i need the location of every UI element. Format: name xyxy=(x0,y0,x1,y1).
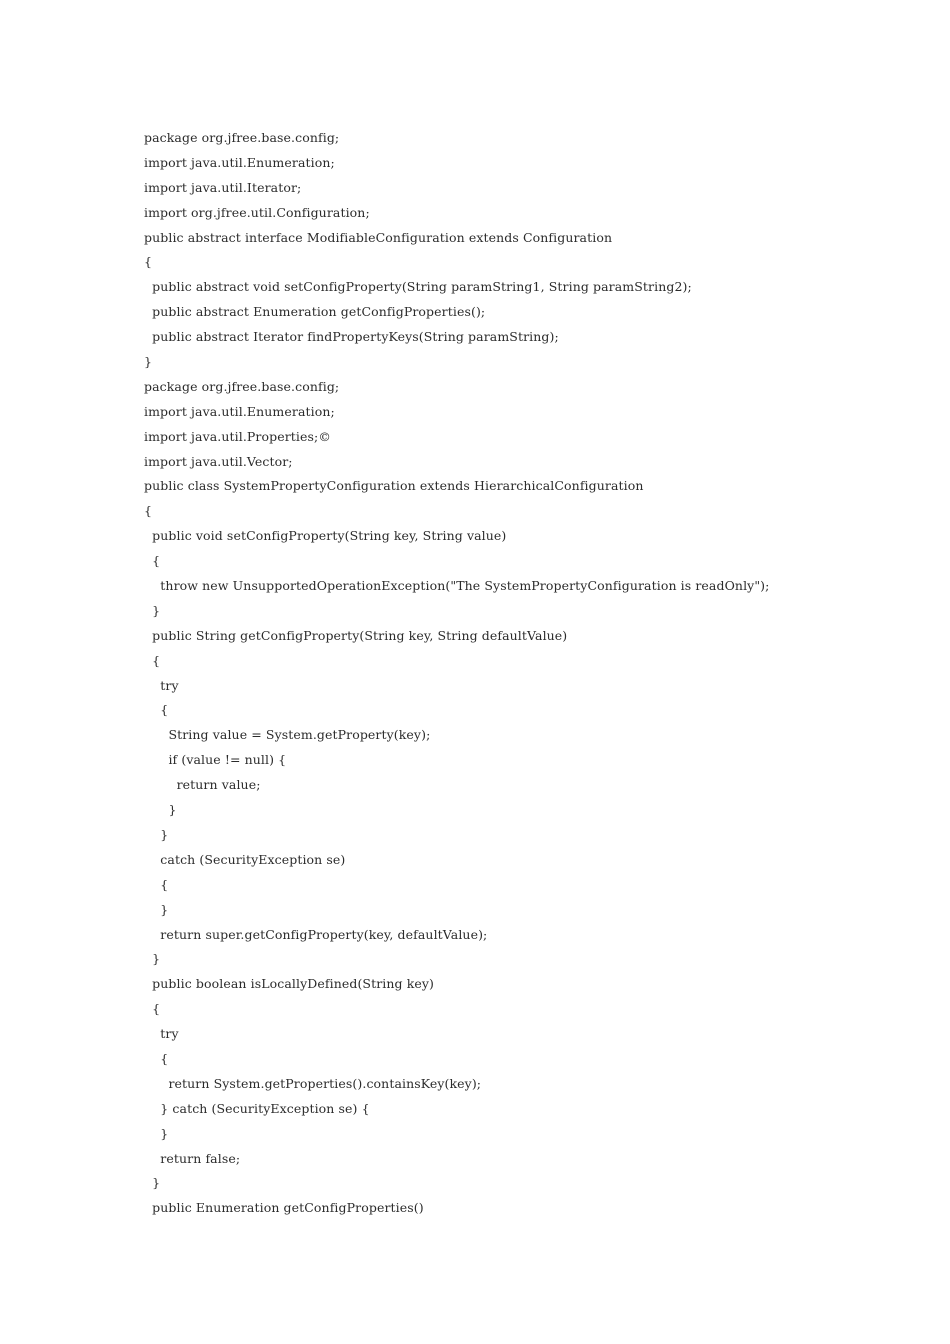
code-line: { xyxy=(144,553,161,569)
code-line: import java.util.Enumeration; xyxy=(144,154,335,170)
code-line: try xyxy=(144,677,179,693)
code-line: public abstract Iterator findPropertyKeys(String paramString); xyxy=(144,329,559,345)
code-line: public abstract Enumeration getConfigProperties(); xyxy=(144,304,486,320)
code-line: throw new UnsupportedOperationException("The SystemPropertyConfiguration is readOnly"); xyxy=(144,578,770,594)
code-line: String value = System.getProperty(key); xyxy=(144,727,431,743)
code-line: if (value != null) { xyxy=(144,752,287,768)
code-line: public void setConfigProperty(String key, String value) xyxy=(144,528,507,544)
code-line: } xyxy=(144,1175,161,1191)
code-line: { xyxy=(144,702,169,718)
code-line: return super.getConfigProperty(key, defaultValue); xyxy=(144,926,488,942)
code-line: public abstract interface ModifiableConfiguration extends Configuration xyxy=(144,229,613,245)
code-line: public abstract void setConfigProperty(String paramString1, String paramString2); xyxy=(144,279,692,295)
code-line: package org.jfree.base.config; xyxy=(144,378,340,394)
code-line: { xyxy=(144,503,153,519)
code-line: } xyxy=(144,1125,169,1141)
code-line: } xyxy=(144,826,169,842)
code-line: import java.util.Vector; xyxy=(144,453,293,469)
code-line: { xyxy=(144,1001,161,1017)
code-line: import java.util.Iterator; xyxy=(144,179,302,195)
code-line: package org.jfree.base.config; xyxy=(144,130,340,145)
code-listing xyxy=(144,126,924,1221)
code-line: return false; xyxy=(144,1150,241,1166)
code-line: } xyxy=(144,901,169,917)
code-line: return System.getProperties().containsKey(key); xyxy=(144,1075,482,1091)
code-line: return value; xyxy=(144,777,261,793)
code-line: { xyxy=(144,254,153,270)
code-line: } xyxy=(144,354,153,370)
code-line: } catch (SecurityException se) { xyxy=(144,1100,370,1116)
code-line: public class SystemPropertyConfiguration extends HierarchicalConfiguration xyxy=(144,478,644,494)
code-line: import java.util.Enumeration; xyxy=(144,403,335,419)
code-line: { xyxy=(144,652,161,668)
code-line: public boolean isLocallyDefined(String key) xyxy=(144,976,435,992)
code-line: } xyxy=(144,951,161,967)
code-line: import org.jfree.util.Configuration; xyxy=(144,204,370,220)
code-line: } xyxy=(144,602,161,618)
code-line: public Enumeration getConfigProperties() xyxy=(144,1200,424,1216)
code-line: } xyxy=(144,802,177,818)
code-line: import java.util.Properties;© xyxy=(144,428,331,444)
code-line: { xyxy=(144,876,169,892)
code-line: { xyxy=(144,1050,169,1066)
code-line: public String getConfigProperty(String key, String defaultValue) xyxy=(144,627,568,643)
code-line: try xyxy=(144,1026,179,1042)
code-line: catch (SecurityException se) xyxy=(144,851,346,867)
